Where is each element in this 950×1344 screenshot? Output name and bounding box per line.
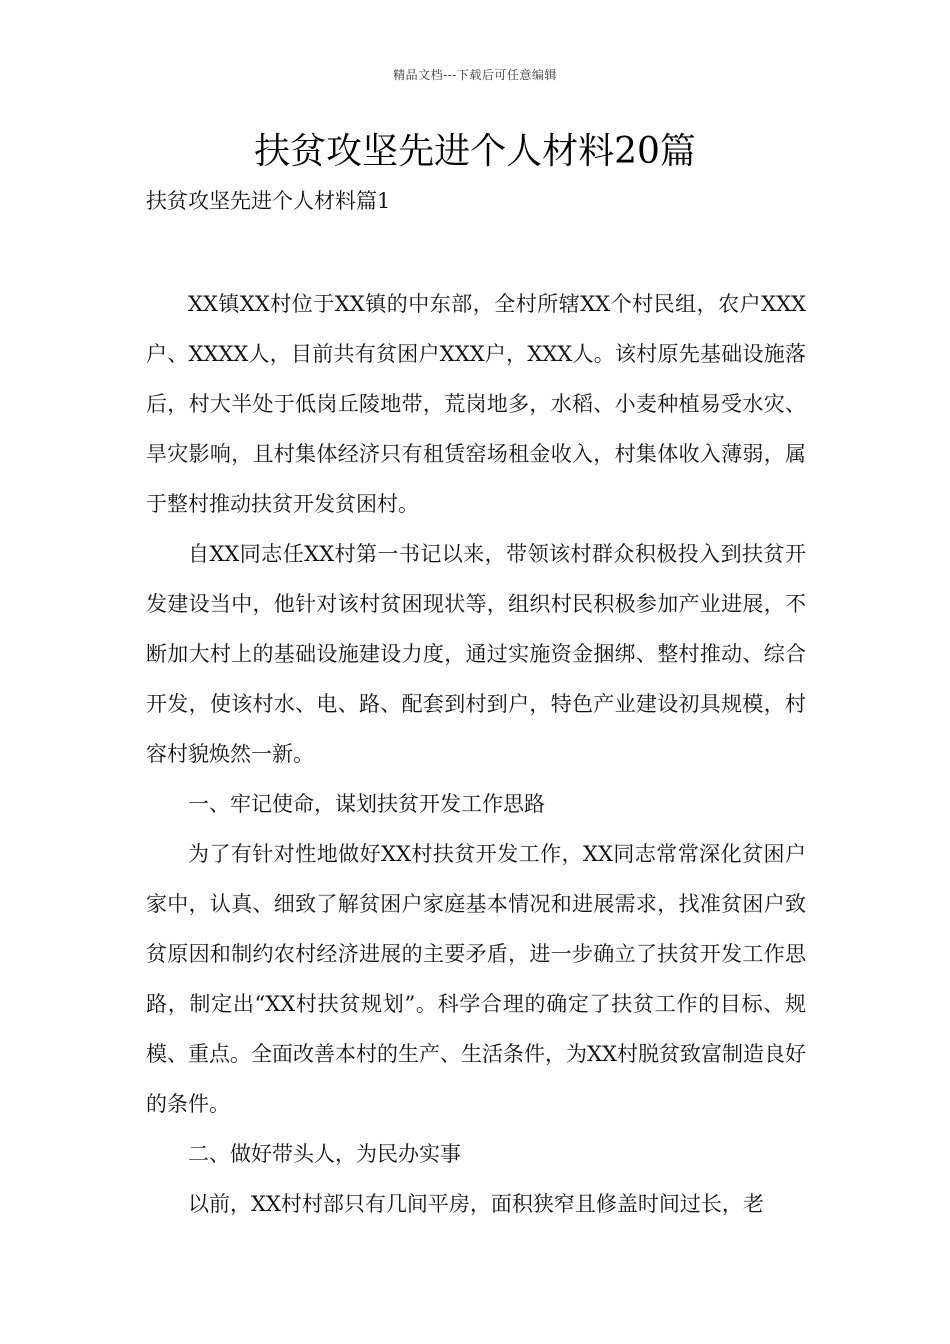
- paragraph-secretary: 自XX同志任XX村第一书记以来，带领该村群众积极投入到扶贫开发建设当中，他针对该村贫困现状等，组织村民积极参加产业进展，不断加大村上的基础设施建设力度，通过实施资金捆绑、整村推动、综合开发，使该村水、电、路、配套到村到户，特色产业建设初具规模，村容村貌焕然一新。: [146, 542, 806, 766]
- document-title: 扶贫攻坚先进个人材料20篇: [254, 131, 696, 172]
- header-note: 精品文档---下载后可任意编辑: [393, 68, 557, 82]
- document-body: [146, 279, 806, 1229]
- section-heading-1: 一、牢记使命，谋划扶贫开发工作思路: [188, 792, 545, 816]
- paragraph-village-office: 以前，XX村村部只有几间平房，面积狭窄且修盖时间过长，老: [188, 1192, 764, 1216]
- paragraph-intro: XX镇XX村位于XX镇的中东部，全村所辖XX个村民组，农户XXX户、XXXX人，目前共有贫困户XXX户，XXX人。该村原先基础设施落后，村大半处于低岗丘陵地带，荒岗地多，水稻、小麦种植易受水灾、旱灾影响，且村集体经济只有租赁窑场租金收入，村集体收入薄弱，属于整村推动扶贫开发贫困村。: [146, 292, 806, 516]
- paragraph-planning: 为了有针对性地做好XX村扶贫开发工作，XX同志常常深化贫困户家中，认真、细致了解贫困户家庭基本情况和进展需求，找准贫困户致贫原因和制约农村经济进展的主要矛盾，进一步确立了扶贫开发工作思路，制定出“XX村扶贫规划”。科学合理的确定了扶贫工作的目标、规模、重点。全面改善本村的生产、生活条件，为XX村脱贫致富制造良好的条件。: [146, 842, 806, 1116]
- section-heading-2: 二、做好带头人，为民办实事: [188, 1142, 461, 1166]
- document-subtitle: 扶贫攻坚先进个人材料篇1: [146, 189, 391, 213]
